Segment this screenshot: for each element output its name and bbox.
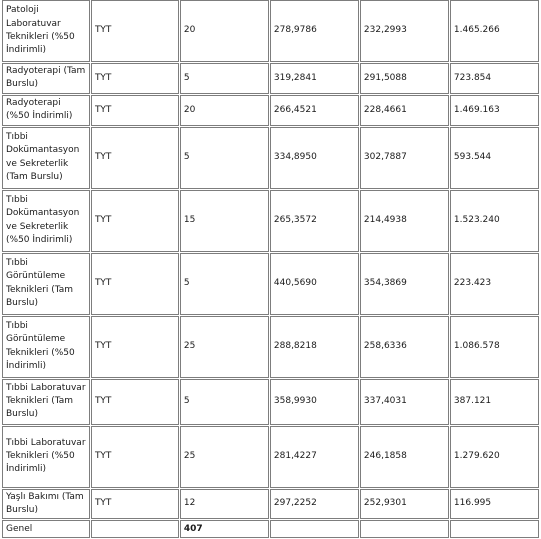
score-type-cell: TYT xyxy=(91,127,179,189)
min-score-cell: 228,4661 xyxy=(360,95,449,126)
success-rank-cell: 1.086.578 xyxy=(450,316,539,378)
table-row-8 xyxy=(2,379,539,425)
max-score-cell: 358,9930 xyxy=(270,379,359,425)
quota-cell: 5 xyxy=(180,253,269,315)
success-rank-cell: 1.465.266 xyxy=(450,0,539,62)
table-row-10 xyxy=(2,489,539,520)
min-score-cell: 337,4031 xyxy=(360,379,449,425)
min-score-cell: 252,9301 xyxy=(360,489,449,520)
total-row xyxy=(2,520,539,538)
program-score-table xyxy=(1,0,540,539)
table-row-5 xyxy=(2,190,539,252)
max-score-cell: 297,2252 xyxy=(270,489,359,520)
min-score-cell: 302,7887 xyxy=(360,127,449,189)
quota-cell: 12 xyxy=(180,489,269,520)
total-score-type-cell xyxy=(91,520,179,538)
program-name-cell: Yaşlı Bakımı (Tam Burslu) xyxy=(2,489,90,520)
total-min-score-cell xyxy=(360,520,449,538)
table-row-4 xyxy=(2,127,539,189)
min-score-cell: 291,5088 xyxy=(360,63,449,94)
program-name-cell: Tıbbi Dokümantasyon ve Sekreterlik (Tam Burslu) xyxy=(2,127,90,189)
program-name-cell: Tıbbi Laboratuvar Teknikleri (%50 İndirimli) xyxy=(2,426,90,488)
min-score-cell: 246,1858 xyxy=(360,426,449,488)
success-rank-cell: 1.279.620 xyxy=(450,426,539,488)
max-score-cell: 265,3572 xyxy=(270,190,359,252)
program-name-cell: Tıbbi Dokümantasyon ve Sekreterlik (%50 İndirimli) xyxy=(2,190,90,252)
max-score-cell: 334,8950 xyxy=(270,127,359,189)
quota-cell: 5 xyxy=(180,63,269,94)
quota-cell: 25 xyxy=(180,426,269,488)
score-type-cell: TYT xyxy=(91,63,179,94)
program-name-cell: Tıbbi Görüntüleme Teknikleri (Tam Burslu) xyxy=(2,253,90,315)
total-label-cell: Genel xyxy=(2,520,90,538)
table-row-7 xyxy=(2,316,539,378)
success-rank-cell: 387.121 xyxy=(450,379,539,425)
quota-cell: 5 xyxy=(180,127,269,189)
quota-cell: 20 xyxy=(180,0,269,62)
program-name-cell: Tıbbi Laboratuvar Teknikleri (Tam Burslu) xyxy=(2,379,90,425)
score-type-cell: TYT xyxy=(91,316,179,378)
quota-cell: 20 xyxy=(180,95,269,126)
table-row-3 xyxy=(2,95,539,126)
program-name-cell: Tıbbi Görüntüleme Teknikleri (%50 İndirimli) xyxy=(2,316,90,378)
total-max-score-cell xyxy=(270,520,359,538)
table-row-1 xyxy=(2,0,539,62)
max-score-cell: 319,2841 xyxy=(270,63,359,94)
score-type-cell: TYT xyxy=(91,489,179,520)
success-rank-cell: 116.995 xyxy=(450,489,539,520)
score-type-cell: TYT xyxy=(91,190,179,252)
total-quota-cell: 407 xyxy=(180,520,269,538)
table-row-2 xyxy=(2,63,539,94)
max-score-cell: 266,4521 xyxy=(270,95,359,126)
max-score-cell: 278,9786 xyxy=(270,0,359,62)
success-rank-cell: 223.423 xyxy=(450,253,539,315)
success-rank-cell: 1.523.240 xyxy=(450,190,539,252)
success-rank-cell: 593.544 xyxy=(450,127,539,189)
table-row-9 xyxy=(2,426,539,488)
min-score-cell: 214,4938 xyxy=(360,190,449,252)
success-rank-cell: 1.469.163 xyxy=(450,95,539,126)
score-type-cell: TYT xyxy=(91,95,179,126)
quota-cell: 15 xyxy=(180,190,269,252)
score-type-cell: TYT xyxy=(91,426,179,488)
program-name-cell: Radyoterapi (%50 İndirimli) xyxy=(2,95,90,126)
max-score-cell: 288,8218 xyxy=(270,316,359,378)
min-score-cell: 232,2993 xyxy=(360,0,449,62)
table-row-6 xyxy=(2,253,539,315)
program-name-cell: Radyoterapi (Tam Burslu) xyxy=(2,63,90,94)
min-score-cell: 258,6336 xyxy=(360,316,449,378)
score-type-cell: TYT xyxy=(91,379,179,425)
quota-cell: 5 xyxy=(180,379,269,425)
total-rank-cell xyxy=(450,520,539,538)
program-name-cell: Patoloji Laboratuvar Teknikleri (%50 İndirimli) xyxy=(2,0,90,62)
max-score-cell: 440,5690 xyxy=(270,253,359,315)
table-body xyxy=(2,0,539,538)
success-rank-cell: 723.854 xyxy=(450,63,539,94)
score-type-cell: TYT xyxy=(91,0,179,62)
max-score-cell: 281,4227 xyxy=(270,426,359,488)
min-score-cell: 354,3869 xyxy=(360,253,449,315)
quota-cell: 25 xyxy=(180,316,269,378)
score-type-cell: TYT xyxy=(91,253,179,315)
